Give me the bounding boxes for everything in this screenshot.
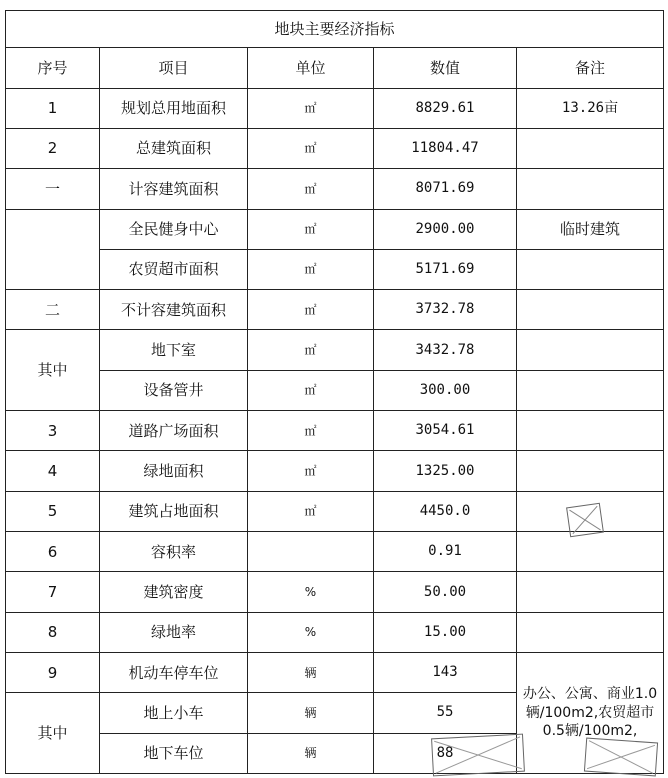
cell-value: 15.00 bbox=[374, 612, 517, 652]
cell-value: 8071.69 bbox=[374, 169, 517, 209]
cell-value: 8829.61 bbox=[374, 88, 517, 128]
cell-value: 55 bbox=[374, 693, 517, 733]
economic-indicators-table bbox=[5, 10, 664, 774]
cell-value: 143 bbox=[374, 652, 517, 692]
cell-index: 其中 bbox=[6, 693, 100, 774]
cell-unit: ㎡ bbox=[248, 491, 374, 531]
cell-value: 5171.69 bbox=[374, 249, 517, 289]
table-row bbox=[6, 169, 664, 209]
table-row bbox=[6, 411, 664, 451]
table-row bbox=[6, 209, 664, 249]
cell-item: 建筑密度 bbox=[100, 572, 248, 612]
table-row bbox=[6, 128, 664, 168]
cell-item: 规划总用地面积 bbox=[100, 88, 248, 128]
cell-item: 地上小车 bbox=[100, 693, 248, 733]
cell-unit: ㎡ bbox=[248, 209, 374, 249]
cell-unit: ㎡ bbox=[248, 411, 374, 451]
header-value: 数值 bbox=[374, 48, 517, 88]
cell-note bbox=[517, 411, 664, 451]
cell-item: 容积率 bbox=[100, 532, 248, 572]
cell-index: 3 bbox=[6, 411, 100, 451]
cell-value: 50.00 bbox=[374, 572, 517, 612]
cell-value: 300.00 bbox=[374, 370, 517, 410]
cell-unit: % bbox=[248, 612, 374, 652]
cell-item: 农贸超市面积 bbox=[100, 249, 248, 289]
cell-note bbox=[517, 169, 664, 209]
cell-index: 4 bbox=[6, 451, 100, 491]
header-index: 序号 bbox=[6, 48, 100, 88]
broken-image-icon bbox=[566, 503, 604, 537]
cell-unit: ㎡ bbox=[248, 451, 374, 491]
table-row bbox=[6, 370, 664, 410]
cell-index: 6 bbox=[6, 532, 100, 572]
cell-value: 11804.47 bbox=[374, 128, 517, 168]
cell-note: 临时建筑 bbox=[517, 209, 664, 249]
table-row bbox=[6, 249, 664, 289]
cell-note bbox=[517, 249, 664, 289]
cell-unit: 辆 bbox=[248, 733, 374, 773]
cell-item: 设备管井 bbox=[100, 370, 248, 410]
table-row bbox=[6, 612, 664, 652]
cell-value: 4450.0 bbox=[374, 491, 517, 531]
cell-note: 13.26亩 bbox=[517, 88, 664, 128]
table-row bbox=[6, 290, 664, 330]
cell-unit: 辆 bbox=[248, 652, 374, 692]
cell-note bbox=[517, 572, 664, 612]
cell-item: 绿地率 bbox=[100, 612, 248, 652]
table-row bbox=[6, 572, 664, 612]
cell-unit: ㎡ bbox=[248, 169, 374, 209]
cell-unit: ㎡ bbox=[248, 88, 374, 128]
cell-item: 全民健身中心 bbox=[100, 209, 248, 249]
cell-item: 总建筑面积 bbox=[100, 128, 248, 168]
cell-unit: ㎡ bbox=[248, 128, 374, 168]
cell-unit: % bbox=[248, 572, 374, 612]
cell-index: 7 bbox=[6, 572, 100, 612]
cell-note bbox=[517, 370, 664, 410]
cell-unit: ㎡ bbox=[248, 330, 374, 370]
cell-unit: ㎡ bbox=[248, 249, 374, 289]
cell-value: 2900.00 bbox=[374, 209, 517, 249]
table-title: 地块主要经济指标 bbox=[6, 11, 664, 48]
cell-note bbox=[517, 330, 664, 370]
cell-index: 1 bbox=[6, 88, 100, 128]
table-row bbox=[6, 532, 664, 572]
cell-item: 绿地面积 bbox=[100, 451, 248, 491]
cell-item: 计容建筑面积 bbox=[100, 169, 248, 209]
table-row bbox=[6, 330, 664, 370]
cell-unit: 辆 bbox=[248, 693, 374, 733]
cell-value: 1325.00 bbox=[374, 451, 517, 491]
cell-value: 3732.78 bbox=[374, 290, 517, 330]
cell-index bbox=[6, 209, 100, 290]
table-row bbox=[6, 451, 664, 491]
cell-item: 道路广场面积 bbox=[100, 411, 248, 451]
cell-unit: ㎡ bbox=[248, 370, 374, 410]
cell-item: 地下室 bbox=[100, 330, 248, 370]
cell-note bbox=[517, 290, 664, 330]
cell-index: 一 bbox=[6, 169, 100, 209]
cell-note bbox=[517, 128, 664, 168]
header-note: 备注 bbox=[517, 48, 664, 88]
cell-item: 建筑占地面积 bbox=[100, 491, 248, 531]
cell-index: 2 bbox=[6, 128, 100, 168]
cell-note bbox=[517, 532, 664, 572]
cell-item: 不计容建筑面积 bbox=[100, 290, 248, 330]
cell-value: 3432.78 bbox=[374, 330, 517, 370]
cell-unit bbox=[248, 532, 374, 572]
cell-index: 8 bbox=[6, 612, 100, 652]
broken-image-icon bbox=[431, 734, 525, 777]
cell-item: 地下车位 bbox=[100, 733, 248, 773]
header-item: 项目 bbox=[100, 48, 248, 88]
cell-note bbox=[517, 612, 664, 652]
broken-image-icon bbox=[584, 738, 658, 777]
header-unit: 单位 bbox=[248, 48, 374, 88]
cell-index: 9 bbox=[6, 652, 100, 692]
cell-note bbox=[517, 451, 664, 491]
table-row bbox=[6, 652, 664, 692]
parking-note: 办公、公寓、商业1.0辆/100m2,农贸超市0.5辆/100m2, bbox=[517, 652, 664, 773]
cell-item: 机动车停车位 bbox=[100, 652, 248, 692]
cell-value: 0.91 bbox=[374, 532, 517, 572]
cell-index: 其中 bbox=[6, 330, 100, 411]
table-row bbox=[6, 491, 664, 531]
cell-value: 3054.61 bbox=[374, 411, 517, 451]
cell-unit: ㎡ bbox=[248, 290, 374, 330]
cell-value: 88 bbox=[374, 733, 517, 773]
cell-index: 5 bbox=[6, 491, 100, 531]
cell-index: 二 bbox=[6, 290, 100, 330]
table-row bbox=[6, 88, 664, 128]
